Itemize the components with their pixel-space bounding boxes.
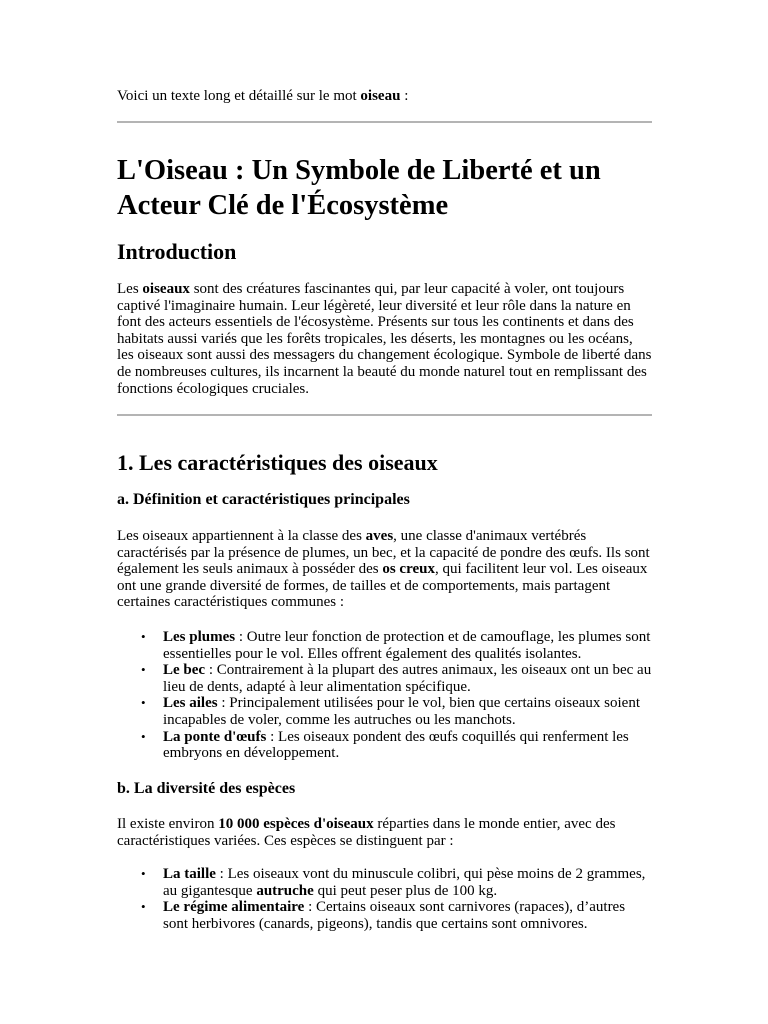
subsection-a-paragraph [117, 528, 653, 611]
list-item [117, 695, 653, 728]
subsection-a-heading: a. Définition et caractéristiques principales [117, 491, 410, 508]
bold-term: La taille [163, 866, 216, 882]
bullet-icon: • [141, 695, 146, 711]
text-run: , qui facilitent leur vol. Les oiseaux ont une grande diversité de formes, de tailles et de comportements, mais partagent certaines caractéristiques communes : [117, 561, 648, 611]
text-run: réparties dans le monde entier, avec des caractéristiques variées. Ces espèces se distinguent par : [117, 816, 616, 849]
bullet-icon: • [141, 866, 146, 881]
list-item [117, 899, 653, 932]
text-run: Les oiseaux appartiennent à la classe des [117, 528, 366, 544]
bold-term: La ponte d'œufs [163, 728, 267, 745]
subsection-b-heading: b. La diversité des espèces [117, 780, 296, 797]
bold-term: 10 000 espèces d'oiseaux [218, 816, 374, 832]
bold-term: os creux [382, 561, 435, 578]
page-title: L'Oiseau : Un Symbole de Liberté et un Acteur Clé de l'Écosystème [117, 155, 601, 221]
bullet-icon: • [141, 629, 146, 644]
list-item [117, 662, 653, 695]
intro-line [117, 87, 408, 105]
text-run: : Certains oiseaux sont carnivores (rapaces), d’autres sont herbivores (canards, pigeons), tandis que certains sont omnivores. [163, 899, 626, 932]
section-1-heading: 1. Les caractéristiques des oiseaux [117, 450, 438, 475]
text-run: : Principalement utilisées pour le vol, bien que certains oiseaux soient incapables de voler, comme les autruches ou les manchots. [163, 695, 640, 728]
intro-prefix: Voici un texte long et détaillé sur le mot [117, 88, 361, 104]
intro-suffix: : [400, 88, 409, 104]
bold-term: Les plumes [163, 629, 236, 645]
bold-term: aves [365, 528, 394, 544]
text-run: : Outre leur fonction de protection et de camouflage, les plumes sont essentielles pour le vol. Elles offrent également des qualités isolantes. [163, 629, 651, 662]
list-item [117, 729, 653, 762]
diversity-list [117, 866, 653, 932]
bullet-icon: • [141, 662, 146, 678]
horizontal-rule-top [117, 121, 652, 123]
text-run: Il existe environ [117, 816, 219, 832]
bold-term: Le régime alimentaire [163, 899, 305, 916]
characteristics-list [117, 629, 653, 762]
text-run: Les [117, 281, 143, 297]
bold-term: oiseaux [142, 281, 190, 297]
text-run: qui peut peser plus de 100 kg. [313, 882, 498, 899]
text-run: : Contrairement à la plupart des autres animaux, les oiseaux ont un bec au lieu de dents, adapté à leur alimentation spécifique. [163, 662, 652, 695]
bullet-icon: • [141, 899, 146, 915]
bold-term: autruche [256, 882, 314, 899]
text-run: : Les oiseaux vont du minuscule colibri, qui pèse moins de 2 grammes, au gigantesque [163, 866, 646, 899]
bullet-icon: • [141, 728, 146, 744]
subsection-b-paragraph [117, 816, 653, 849]
bold-term: Les ailes [163, 695, 218, 712]
introduction-paragraph [117, 281, 653, 397]
list-item [117, 629, 653, 662]
horizontal-rule-middle [117, 414, 652, 416]
bold-term: Le bec [163, 662, 206, 679]
intro-keyword: oiseau [360, 88, 401, 104]
text-run: : Les oiseaux pondent des œufs coquillés qui renferment les embryons en développement. [163, 728, 629, 762]
introduction-heading: Introduction [117, 239, 237, 264]
text-run: sont des créatures fascinantes qui, par leur capacité à voler, ont toujours captivé l'imaginaire humain. Leur légèreté, leur diversité et leur rôle dans la nature en font des acteurs essentiels de l'écosystème. Présents sur tous les continents et dans des habitats aussi variés que les forêts tropicales, les déserts, les montagnes ou les océans, les oiseaux sont aussi des messagers du changement écologique. Symbole de liberté dans de nombreuses cultures, ils incarnent la beauté du monde naturel tout en remplissant des fonctions écologiques cruciales. [117, 281, 652, 397]
list-item [117, 866, 653, 899]
text-run: , une classe d'animaux vertébrés caractérisés par la présence de plumes, un bec, et la capacité de pondre des œufs. Ils sont également les seuls animaux à posséder des [117, 528, 650, 578]
